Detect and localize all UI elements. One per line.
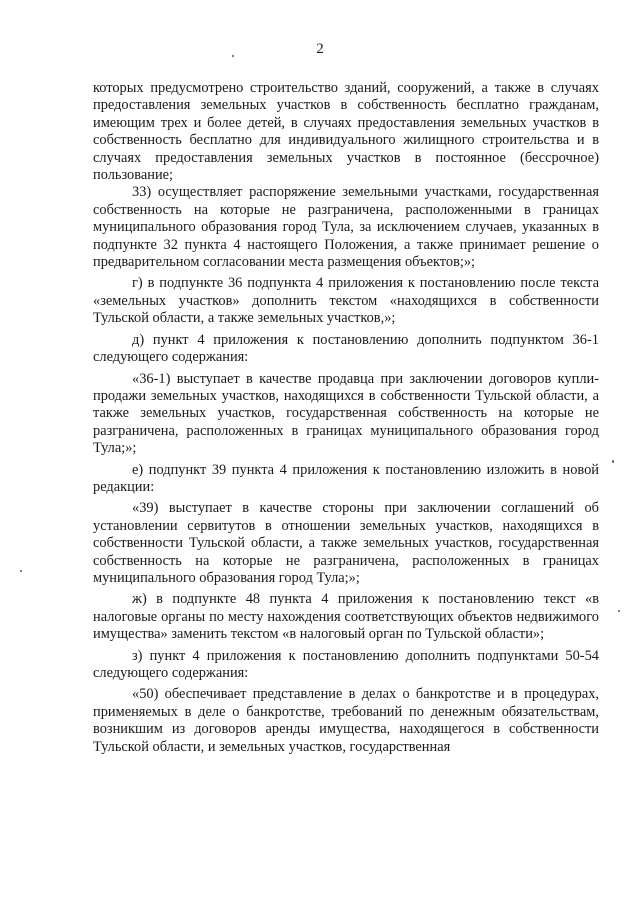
paragraph-item-33: 33) осуществляет распоряжение земельными участками, государственная собственность на которые не разграничена, расположенными в границах муниципального образования город Тула, за исключением случаев, указанных в подпункте 32 пункта 4 настоящего Положения, а также принимает решение о предварительном согласовании места размещения объектов;»; — [93, 184, 599, 271]
paragraph-continuation: которых предусмотрено строительство зданий, сооружений, а также в случаях предоставления земельных участков в собственность бесплатно гражданам, имеющим трех и более детей, в случаях предоставления земельных участков в собственность бесплатно для индивидуального жилищного строительства и в случаях предоставления земельных участков в постоянное (бессрочное) пользование; — [93, 80, 599, 184]
scan-speck — [618, 610, 620, 612]
scan-speck — [20, 570, 22, 572]
scan-speck — [232, 55, 234, 57]
document-body — [93, 80, 599, 756]
paragraph-subpoint-z: з) пункт 4 приложения к постановлению дополнить подпунктами 50-54 следующего содержания: — [93, 647, 599, 681]
paragraph-subpoint-d: д) пункт 4 приложения к постановлению дополнить подпунктом 36-1 следующего содержания: — [93, 331, 599, 366]
paragraph-item-36-1: «36-1) выступает в качестве продавца при заключении договоров купли-продажи земельных участков, находящихся в собственности Тульской области, а также земельных участков, государственная собственность на которые не разграничена, расположенных в границах муниципального образования город Тула;»; — [93, 370, 599, 457]
page-number: 2 — [316, 41, 324, 57]
paragraph-item-50: «50) обеспечивает представление в делах о банкротстве и в процедурах, применяемых в деле о банкротстве, требований по денежным обязательствам, возникшим из договоров аренды имущества, находящегося в собственности Тульской области, и земельных участков, государственная — [93, 686, 599, 755]
paragraph-item-39: «39) выступает в качестве стороны при заключении соглашений об установлении сервитутов в отношении земельных участков, находящихся в собственности Тульской области, а также земельных участков, государственная собственность на которые не разграничена, расположенных в границах муниципального образования город Тула;»; — [93, 500, 599, 586]
paragraph-subpoint-zh: ж) в подпункте 48 пункта 4 приложения к постановлению текст «в налоговые органы по месту нахождения соответствующих объектов недвижимого имущества» заменить текстом «в налоговый орган по Тульской области»; — [93, 591, 599, 643]
paragraph-subpoint-e: е) подпункт 39 пункта 4 приложения к постановлению изложить в новой редакции: — [93, 461, 599, 495]
scan-speck — [612, 460, 614, 463]
paragraph-subpoint-g: г) в подпункте 36 подпункта 4 приложения к постановлению после текста «земельных участков» дополнить текстом «находящихся в собственности Тульской области, а также земельных участков,»; — [93, 275, 599, 327]
